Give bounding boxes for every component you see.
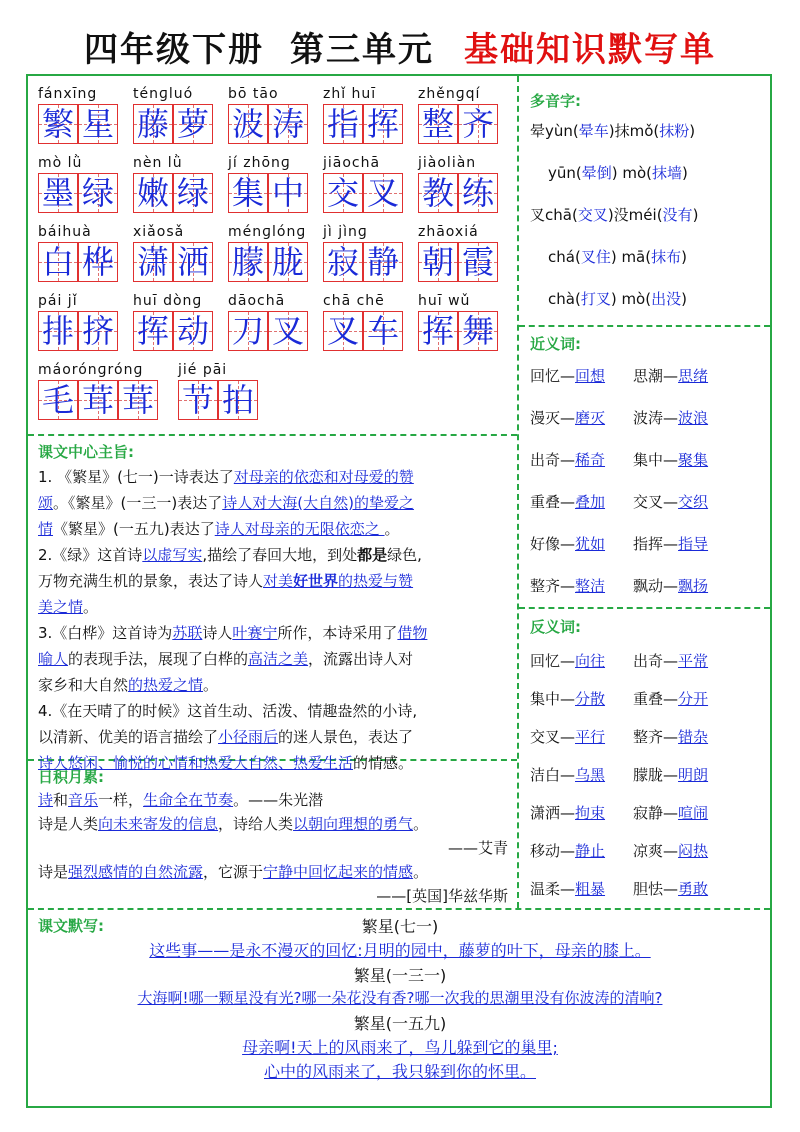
title-grade: 四年级下册 — [84, 30, 264, 70]
vocab-char: 交 — [326, 174, 359, 212]
vocab-pinyin: bō tāo — [228, 86, 279, 102]
theme-line: 万物充满生机的景象，表达了诗人对美好世界的热爱与赞 — [38, 572, 414, 590]
vocab-char: 墨 — [41, 174, 74, 212]
vertical-divider — [517, 76, 519, 908]
jinyi-row: 重叠—叠加 交叉—交织 — [530, 493, 709, 511]
vocab-char: 整 — [421, 105, 454, 143]
theme-line: 家乡和大自然的热爱之情。 — [38, 676, 219, 694]
poem-title: 繁星(一三一) — [353, 966, 447, 985]
vocab-pinyin: xiǎosǎ — [133, 224, 185, 240]
theme-line: 美之情。 — [38, 598, 99, 616]
moxie-heading: 课文默写: — [38, 917, 104, 935]
poem-text: 母亲啊!天上的风雨来了，鸟儿躲到它的巢里; — [242, 1038, 558, 1057]
vocab-pinyin: máorónɡrónɡ — [38, 362, 144, 378]
jinyi-heading: 近义词: — [530, 335, 581, 353]
title-subject: 基础知识默写单 — [464, 30, 716, 70]
vocab-char: 白 — [41, 243, 74, 281]
vocab-pinyin: jié pāi — [178, 362, 228, 378]
vocab-char: 萝 — [176, 105, 209, 143]
vocab-pinyin: pái jǐ — [38, 293, 78, 309]
vocab-char: 练 — [461, 174, 494, 212]
vocab-char: 动 — [176, 312, 209, 350]
vocab-pinyin: báihuà — [38, 224, 92, 240]
theme-line: 2.《绿》这首诗以虚写实,描绘了春回大地，到处都是绿色, — [38, 546, 422, 564]
vocab-pinyin: ménɡlónɡ — [228, 224, 307, 240]
vocab-char: 车 — [366, 312, 399, 350]
vocab-char: 星 — [81, 105, 114, 143]
vocab-pinyin: chā chē — [323, 293, 385, 309]
vocab-char: 霞 — [461, 243, 494, 281]
rijiyuelei-body — [38, 788, 516, 908]
quote-line: 诗和音乐一样，生命全在节奏。——朱光潜 — [38, 791, 324, 809]
divider-vocab — [28, 434, 517, 436]
vocab-char: 朦 — [231, 243, 264, 281]
theme-line: 以清新、优美的语言描绘了小径雨后的迷人景色，表达了 — [38, 728, 414, 746]
vocab-char: 叉 — [271, 312, 304, 350]
vocab-char: 胧 — [271, 243, 304, 281]
vocab-char: 静 — [366, 243, 399, 281]
vocab-char: 寂 — [326, 243, 359, 281]
quote-author: ——[英国]华兹华斯 — [376, 887, 508, 905]
vocab-char: 绿 — [176, 174, 209, 212]
fanyi-row: 移动—静止 凉爽—闷热 — [530, 842, 709, 860]
vocab-char: 排 — [41, 312, 74, 350]
fanyi-row: 温柔—粗暴 胆怯—勇敢 — [530, 880, 709, 898]
poem-text: 心中的风雨来了，我只躲到你的怀里。 — [263, 1062, 536, 1081]
quote-line: 诗是人类向未来寄发的信息，诗给人类以朝向理想的勇气。 — [38, 815, 429, 833]
vocab-pinyin: huī dònɡ — [133, 293, 203, 309]
vocab-pinyin: jiàoliàn — [418, 155, 477, 171]
duoyin-row: 晕yùn(晕车)抹mǒ(抹粉) — [530, 122, 696, 140]
vocab-char: 繁 — [41, 105, 74, 143]
vocab-char: 挤 — [81, 312, 114, 350]
vocab-char: 教 — [421, 174, 454, 212]
fanyi-row: 回忆—向往 出奇—平常 — [530, 652, 709, 670]
fanyi-row: 集中—分散 重叠—分开 — [530, 690, 709, 708]
theme-line: 情《繁星》(一五九)表达了诗人对母亲的无限依恋之 。 — [38, 520, 400, 538]
divider-bottom — [28, 908, 770, 910]
duoyin-row: yūn(晕倒) mò(抹墙) — [548, 164, 688, 182]
fanyi-heading: 反义词: — [530, 618, 581, 636]
vocab-pinyin: huī wǔ — [418, 293, 471, 309]
vocab-char: 挥 — [136, 312, 169, 350]
vocab-pinyin: zhāoxiá — [418, 224, 479, 240]
vocab-pinyin: jiāochā — [323, 155, 381, 171]
duoyin-heading: 多音字: — [530, 92, 581, 110]
jinyi-row: 漫灭—磨灭 波涛—波浪 — [530, 409, 709, 427]
jinyi-row: 整齐—整洁 飘动—飘扬 — [530, 577, 709, 595]
vocab-char: 挥 — [366, 105, 399, 143]
duoyin-row: chà(打叉) mò(出没) — [548, 290, 687, 308]
vocab-char: 绿 — [81, 174, 114, 212]
duoyin-row: chá(叉住) mā(抹布) — [548, 248, 687, 266]
vocab-pinyin: jì jìnɡ — [323, 224, 368, 240]
vocab-pinyin: zhěnɡqí — [418, 86, 481, 102]
rijiyuelei-heading: 日积月累: — [38, 768, 104, 786]
vocab-char: 节 — [181, 381, 214, 419]
vocab-char: 挥 — [421, 312, 454, 350]
poem-title: 繁星(一五九) — [353, 1014, 447, 1033]
theme-line: 1. 《繁星》(七一)一诗表达了对母亲的依恋和对母爱的赞 — [38, 468, 414, 486]
vocab-pinyin: fánxīng — [38, 86, 98, 102]
fanyi-row: 交叉—平行 整齐—错杂 — [530, 728, 709, 746]
divider-duoyin — [519, 325, 770, 327]
theme-line: 颂。《繁星》(一三一)表达了诗人对大海(大自然)的挚爱之 — [38, 494, 414, 512]
divider-jinyi — [519, 607, 770, 609]
vocab-char: 舞 — [461, 312, 494, 350]
vocab-char: 桦 — [81, 243, 114, 281]
vocab-char: 指 — [326, 105, 359, 143]
vocab-char: 涛 — [271, 105, 304, 143]
vocab-pinyin: ténɡluó — [133, 86, 194, 102]
zhongxin-body — [38, 464, 516, 776]
fanyi-row: 洁白—乌黑 朦胧—明朗 — [530, 766, 709, 784]
jinyi-row: 好像—犹如 指挥—指导 — [530, 535, 709, 553]
poem-text: 大海啊!哪一颗星没有光?哪一朵花没有香?哪一次我的思潮里没有你波涛的清响? — [137, 989, 663, 1007]
poem-text: 这些事——是永不漫灭的回忆:月明的园中，藤萝的叶下，母亲的膝上。 — [149, 941, 651, 960]
theme-line: 喻人的表现手法，展现了白桦的高洁之美，流露出诗人对 — [38, 650, 414, 668]
vocab-char: 叉 — [366, 174, 399, 212]
vocab-pinyin: dāochā — [228, 293, 286, 309]
zhongxin-heading: 课文中心主旨: — [38, 443, 134, 461]
theme-line: 3.《白桦》这首诗为苏联诗人叶赛宁所作，本诗采用了借物 — [38, 624, 428, 642]
vocab-char: 拍 — [221, 381, 254, 419]
vocab-char: 嫩 — [136, 174, 169, 212]
vocab-pinyin: mò lǜ — [38, 155, 83, 171]
vocab-char: 波 — [231, 105, 264, 143]
fanyi-row: 潇洒—拘束 寂静—喧闹 — [530, 804, 709, 822]
vocab-char: 潇 — [136, 243, 169, 281]
quote-line: 诗是强烈感情的自然流露，它源于宁静中回忆起来的情感。 — [38, 863, 429, 881]
page-title — [0, 22, 800, 71]
vocab-char: 中 — [271, 174, 304, 212]
vocab-pinyin: jí zhōnɡ — [228, 155, 291, 171]
vocab-char: 齐 — [461, 105, 494, 143]
quote-author: ——艾青 — [447, 839, 508, 857]
theme-line: 4.《在天晴了的时候》这首生动、活泼、情趣盎然的小诗, — [38, 702, 418, 720]
title-unit: 第三单元 — [290, 30, 434, 70]
vocab-char: 叉 — [326, 312, 359, 350]
poem-title: 繁星(七一) — [361, 917, 439, 936]
vocab-pinyin: zhǐ huī — [323, 86, 377, 102]
vocab-char: 茸 — [81, 381, 114, 419]
vocab-char: 洒 — [176, 243, 209, 281]
vocab-char: 茸 — [121, 381, 154, 419]
duoyin-row: 叉chā(交叉)没méi(没有) — [530, 206, 699, 224]
vocab-char: 刀 — [231, 312, 264, 350]
vocab-pinyin: nèn lǜ — [133, 155, 183, 171]
vocab-char: 藤 — [136, 105, 169, 143]
vocab-char: 毛 — [41, 381, 74, 419]
vocab-char: 集 — [231, 174, 264, 212]
theme-line: 诗人悠闲、愉悦的心情和热爱大自然、热爱生活的情感。 — [38, 754, 414, 772]
jinyi-row: 回忆—回想 思潮—思绪 — [530, 367, 709, 385]
vocab-char: 朝 — [421, 243, 454, 281]
jinyi-row: 出奇—稀奇 集中—聚集 — [530, 451, 709, 469]
